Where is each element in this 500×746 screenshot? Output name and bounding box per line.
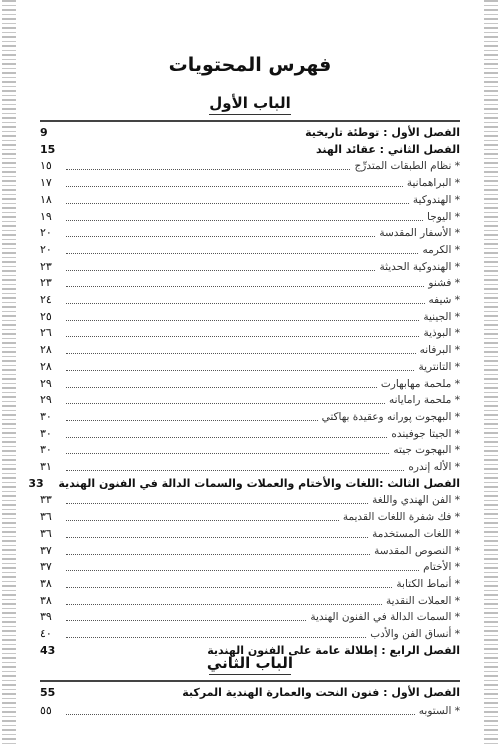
toc-item-row <box>40 274 460 290</box>
entry-title: * التانترية <box>418 360 460 373</box>
toc-item-row <box>40 491 460 507</box>
entry-title: * البرفانه <box>419 344 460 357</box>
toc-item-row <box>40 508 460 524</box>
dot-leader <box>66 369 414 371</box>
page-number: ٢٥ <box>40 309 52 323</box>
dot-leader <box>66 202 409 204</box>
dot-leader <box>66 319 419 321</box>
page-number: ٤٠ <box>40 627 52 640</box>
ornamental-border-right <box>484 0 498 746</box>
toc-item-row <box>40 174 460 190</box>
page-number: ٣٧ <box>40 560 52 574</box>
toc-page <box>28 0 460 746</box>
page-number: ١٧ <box>40 176 52 190</box>
toc-item-row <box>40 441 460 457</box>
toc-item-row <box>40 458 460 474</box>
entry-title: الفصل الثاني : عقائد الهند <box>315 142 460 156</box>
page-number: ٣٦ <box>40 526 52 540</box>
page-number: 33 <box>28 476 44 490</box>
page-number: ٣٣ <box>40 493 52 507</box>
page-number: ٣٠ <box>40 443 52 457</box>
page-number: ٢٤ <box>40 293 52 306</box>
toc-item-row <box>40 525 460 541</box>
part-2-separator <box>40 680 460 682</box>
page-title: فهرس المحتويات <box>168 54 332 76</box>
page-number: ٢٨ <box>40 359 52 373</box>
toc-chapter-row <box>28 475 460 491</box>
page-number: 43 <box>40 643 56 657</box>
page-number: 15 <box>40 142 56 156</box>
part-2-heading-text: الباب الثاني <box>206 654 294 672</box>
entry-title: * أنماط الكتابة <box>396 577 460 590</box>
toc-item-row <box>40 375 460 391</box>
dot-leader <box>66 436 387 438</box>
page-number: ٣٠ <box>40 426 52 440</box>
toc-item-row <box>40 425 460 441</box>
dot-leader <box>66 713 415 715</box>
page-number: ٣٨ <box>40 576 52 590</box>
toc-item-row <box>40 341 460 357</box>
entry-title: * ملحمة مهابهارت <box>380 377 460 390</box>
entry-title: * الجينية <box>423 310 460 323</box>
toc-item-row <box>40 241 460 257</box>
toc-item-row <box>40 157 460 173</box>
entry-title: * الأسفار المقدسة <box>379 227 460 240</box>
dot-leader <box>66 219 423 221</box>
part-1-separator <box>40 120 460 122</box>
dot-leader <box>66 285 424 287</box>
entry-title: * الستوبه <box>418 705 460 717</box>
entry-title: * فشنو <box>428 277 460 290</box>
entry-title: * الهندوكية <box>412 193 460 206</box>
entry-title: الفصل الثالث :اللغات والأختام والعملات والسمات الدالة في الفنون الهندية <box>58 476 460 490</box>
page-number: ١٨ <box>40 192 52 206</box>
page-number: ١٥ <box>40 159 52 173</box>
page-number: ٢٣ <box>40 276 52 290</box>
dot-leader <box>66 419 318 421</box>
entry-title: * فك شفرة اللغات القديمة <box>342 511 460 524</box>
toc-item-row <box>40 258 460 274</box>
entry-title: * الهندوكية الحديثة <box>379 260 460 273</box>
ornamental-border-left <box>2 0 16 746</box>
toc-chapter-row <box>40 684 460 700</box>
entry-title: * أنساق الفن والأدب <box>370 628 460 640</box>
entry-title: * نظام الطبقات المتدرِّج <box>354 160 460 173</box>
page-number: ٣٦ <box>40 510 52 524</box>
toc-item-row <box>40 608 460 624</box>
entry-title: * البهجوت پورانه وعقيدة بهاكتي <box>321 410 460 423</box>
toc-item-row <box>40 224 460 240</box>
toc-item-row <box>40 408 460 424</box>
page-number: 55 <box>40 686 56 699</box>
dot-leader <box>66 386 377 388</box>
dot-leader <box>66 153 312 154</box>
toc-item-row <box>40 391 460 407</box>
part-2-underline <box>209 674 291 675</box>
entry-title: الفصل الرابع : إطلالة عامة على الفنون الهندية <box>207 643 460 657</box>
page-number: ٣٧ <box>40 543 52 557</box>
toc-chapter-row <box>40 124 460 140</box>
page-number: ٣٨ <box>40 593 52 607</box>
entry-title: * الجيتا جوفينده <box>391 427 460 440</box>
entry-title: * البراهمانية <box>406 177 460 190</box>
part-1-heading <box>40 94 460 115</box>
part-1-heading-text: الباب الأول <box>209 94 291 112</box>
toc-item-row <box>40 575 460 591</box>
page-number: ٢٠ <box>40 226 52 240</box>
toc-item-row <box>40 358 460 374</box>
entry-title: * العملات النقدية <box>386 594 460 607</box>
page-number: ٥٥ <box>40 704 52 717</box>
entry-title: * السمات الدالة في الفنون الهندية <box>310 611 460 624</box>
page-number: ٢٣ <box>40 259 52 273</box>
page-number: ٢٠ <box>40 242 52 256</box>
toc-item-row <box>40 625 460 641</box>
dot-leader <box>66 696 178 697</box>
entry-title: * النصوص المقدسة <box>374 544 460 557</box>
dot-leader <box>66 252 418 254</box>
dot-leader <box>66 569 419 571</box>
entry-title: * الأختام <box>423 561 460 574</box>
toc-item-row <box>40 592 460 608</box>
entry-title: * ملحمة رامايانه <box>389 394 460 407</box>
dot-leader <box>66 168 350 170</box>
dot-leader <box>66 519 339 521</box>
dot-leader <box>66 636 366 638</box>
entry-title: * البوذية <box>423 327 460 340</box>
toc-item-row <box>40 324 460 340</box>
dot-leader <box>66 335 419 337</box>
page-number: ٣٩ <box>40 610 52 624</box>
dot-leader <box>66 452 389 454</box>
page-number: ١٩ <box>40 209 52 223</box>
page-number: ٣٠ <box>40 409 52 423</box>
page-number: 9 <box>40 126 48 139</box>
dot-leader <box>66 603 382 605</box>
entry-title: الفصل الأول : توطئة تاريخية <box>305 126 460 139</box>
page-number: ٢٩ <box>40 376 52 390</box>
dot-leader <box>66 235 375 237</box>
toc-item-row <box>40 702 460 718</box>
toc-item-row <box>40 208 460 224</box>
toc-item-row <box>40 291 460 307</box>
entry-title: * اليوجا <box>427 210 460 223</box>
entry-title: الفصل الأول : فنون النحت والعمارة الهندية المركبة <box>182 686 460 699</box>
entry-title: * الفن الهندي واللغة <box>372 494 460 507</box>
toc-item-row <box>40 308 460 324</box>
dot-leader <box>66 352 416 354</box>
toc-item-row <box>40 542 460 558</box>
dot-leader <box>66 402 385 404</box>
dot-leader <box>66 619 306 621</box>
page-number: ٢٦ <box>40 326 52 340</box>
page-number: ٢٩ <box>40 393 52 407</box>
toc-chapter-row <box>40 141 460 157</box>
part-2-heading <box>40 654 460 675</box>
dot-leader <box>66 586 392 588</box>
entry-title: * البهجوت جيته <box>393 444 460 457</box>
page-number: ٣١ <box>40 460 52 473</box>
entry-title: * اللغات المستخدمة <box>372 527 460 540</box>
entry-title: * شيفه <box>428 294 460 306</box>
dot-leader <box>66 553 370 555</box>
dot-leader <box>66 269 375 271</box>
part-1-underline <box>209 114 291 115</box>
entry-title: * الكرمه <box>422 243 460 256</box>
dot-leader <box>66 185 403 187</box>
toc-item-row <box>40 191 460 207</box>
dot-leader <box>66 302 425 304</box>
dot-leader <box>66 469 404 471</box>
entry-title: * الأله إندره <box>408 461 460 473</box>
dot-leader <box>66 136 301 137</box>
dot-leader <box>66 536 368 538</box>
page-number: ٢٨ <box>40 343 52 357</box>
toc-item-row <box>40 558 460 574</box>
dot-leader <box>66 502 368 504</box>
